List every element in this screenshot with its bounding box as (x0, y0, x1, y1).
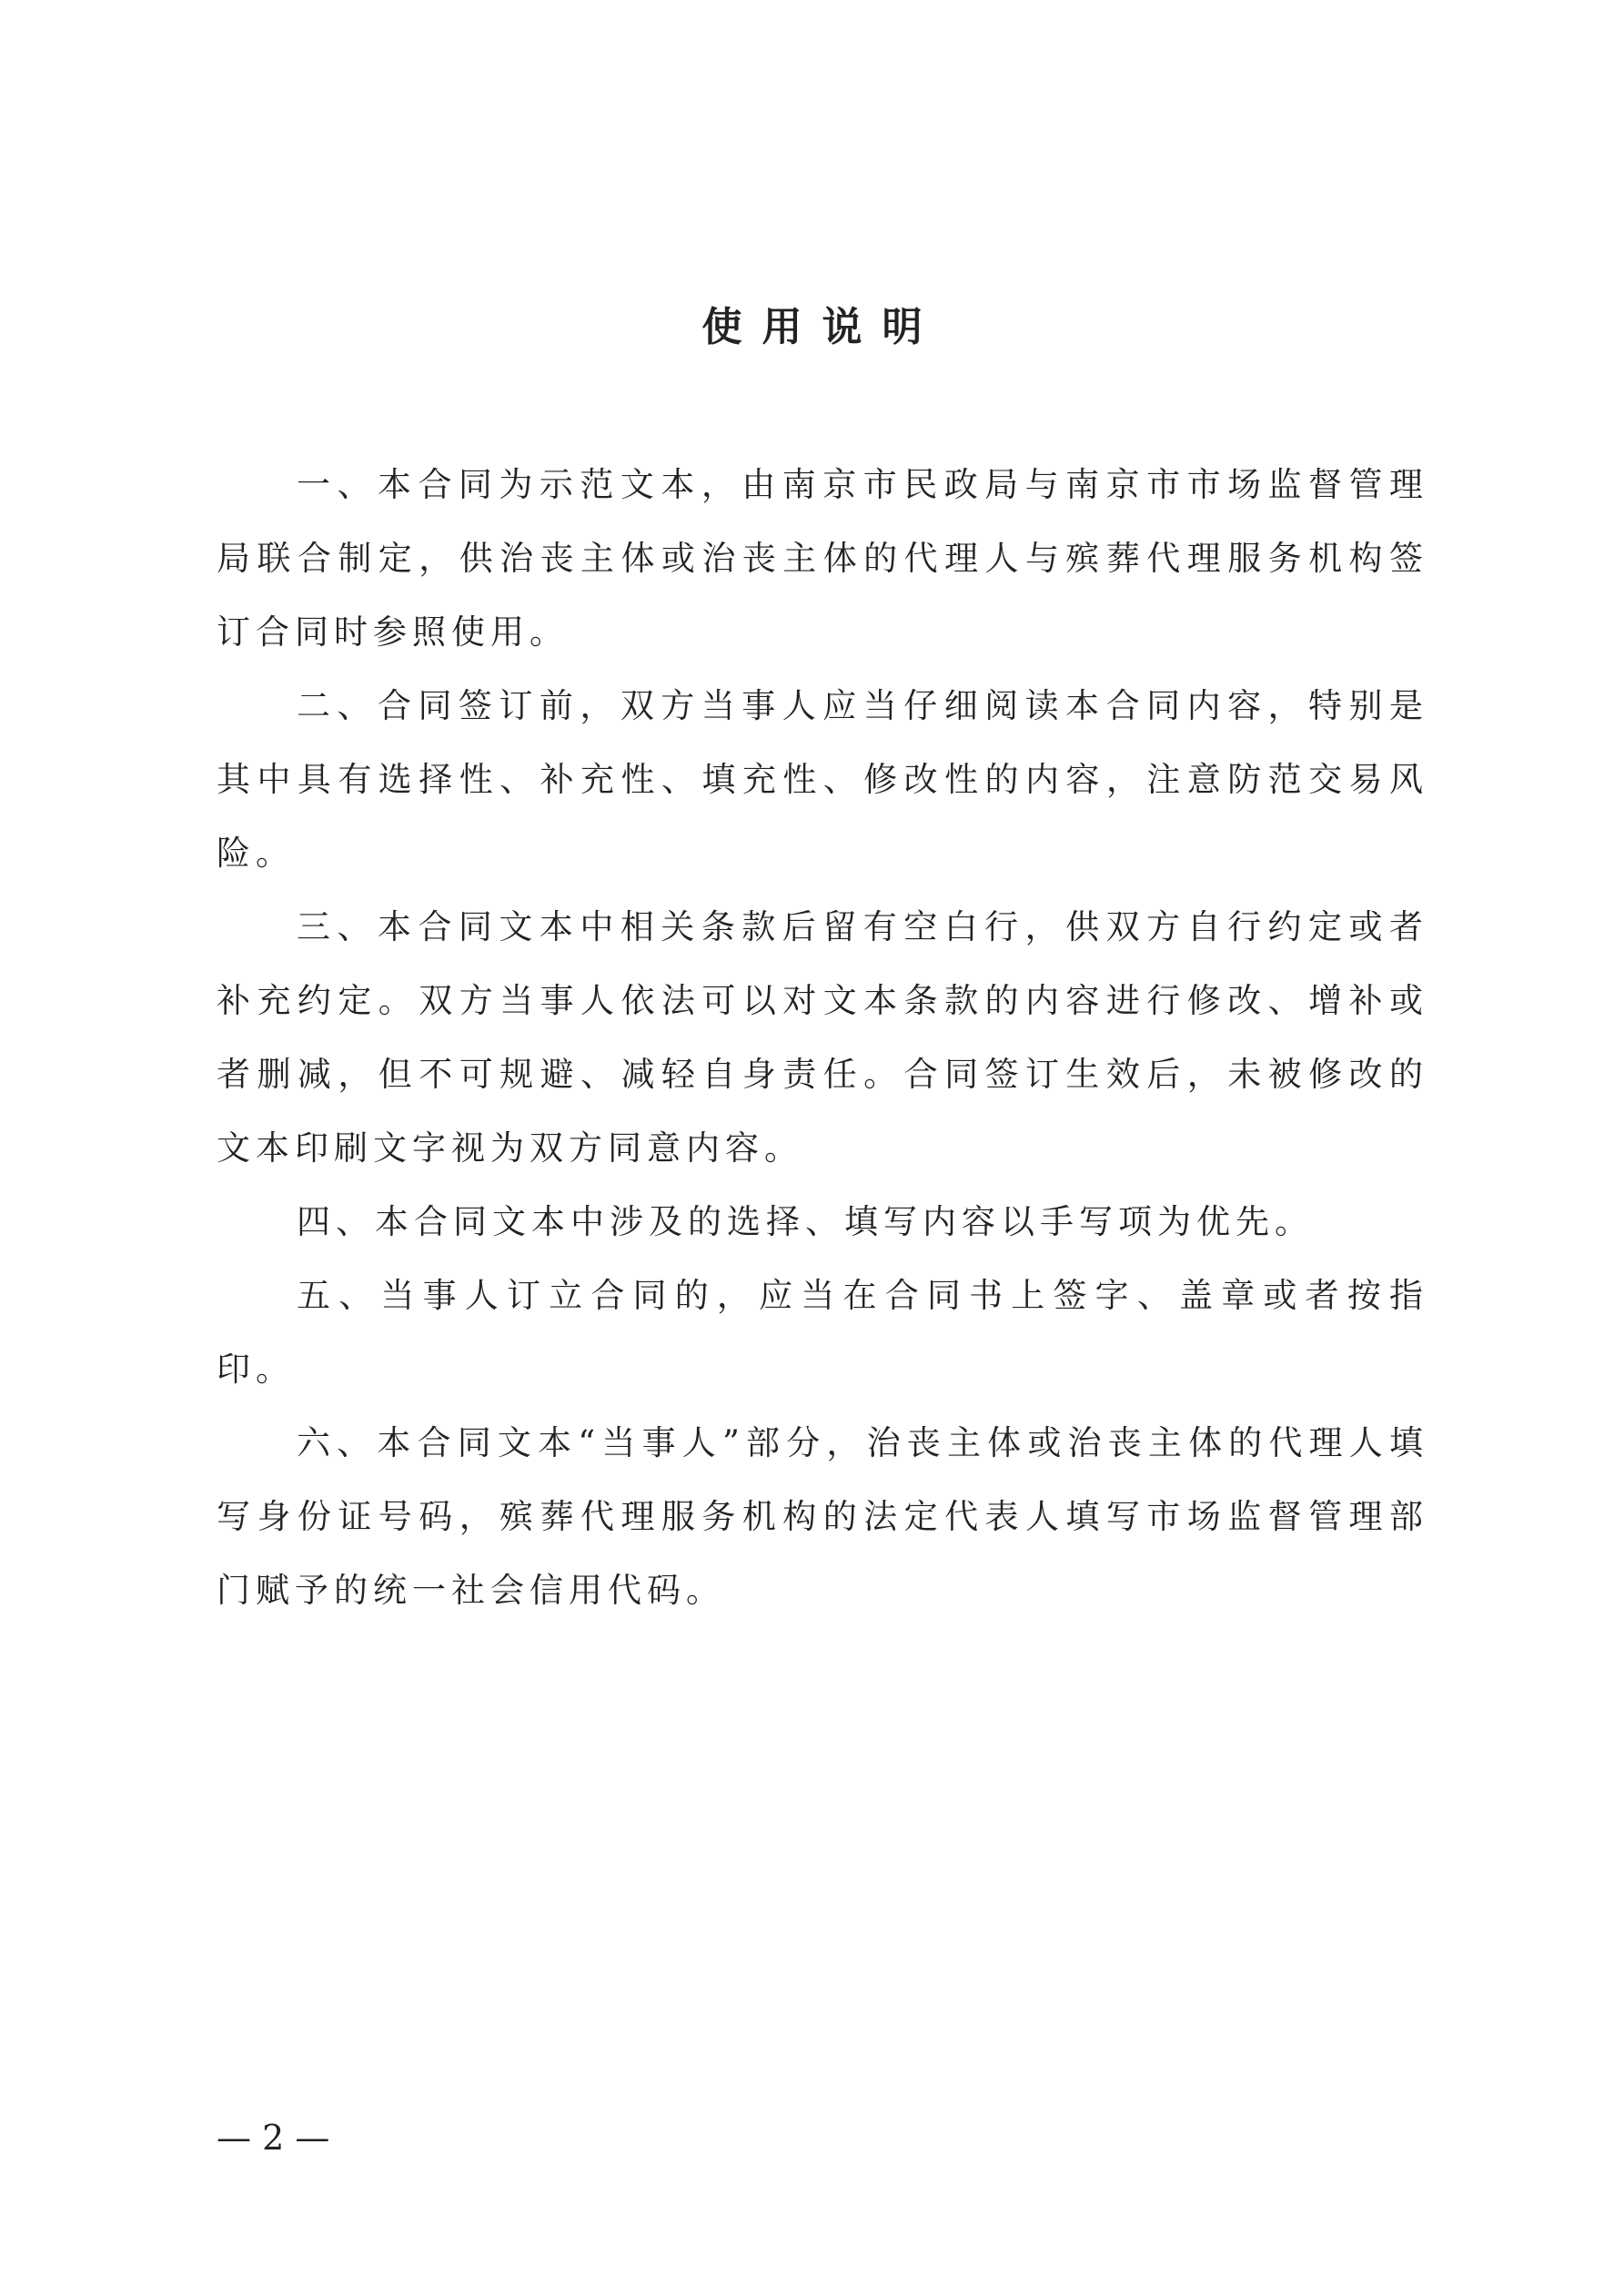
instruction-paragraph-4: 四、本合同文本中涉及的选择、填写内容以手写项为优先。 (297, 1202, 1314, 1241)
page-number: — 2 — (217, 2118, 330, 2158)
instruction-paragraph-2: 二、合同签订前，双方当事人应当仔细阅读本合同内容，特别是其中具有选择性、补充性、填充性、修改性的内容，注意防范交易风险。 (217, 686, 1428, 873)
instruction-paragraph-6: 六、本合同文本“当事人”部分，治丧主体或治丧主体的代理人填写身份证号码，殡葬代理服务机构的法定代表人填写市场监督管理部门赋予的统一社会信用代码。 (217, 1423, 1428, 1610)
instruction-paragraph-1: 一、本合同为示范文本，由南京市民政局与南京市市场监督管理局联合制定，供治丧主体或治丧主体的代理人与殡葬代理服务机构签订合同时参照使用。 (217, 465, 1428, 652)
instruction-paragraph-3: 三、本合同文本中相关条款后留有空白行，供双方自行约定或者补充约定。双方当事人依法可以对文本条款的内容进行修改、增补或者删减，但不可规避、减轻自身责任。合同签订生效后，未被修改的文本印刷文字视为双方同意内容。 (217, 907, 1428, 1168)
instructions-body (217, 448, 1428, 1627)
page-title: 使用说明 (701, 304, 943, 350)
instruction-paragraph-5: 五、当事人订立合同的，应当在合同书上签字、盖章或者按指印。 (217, 1276, 1428, 1389)
